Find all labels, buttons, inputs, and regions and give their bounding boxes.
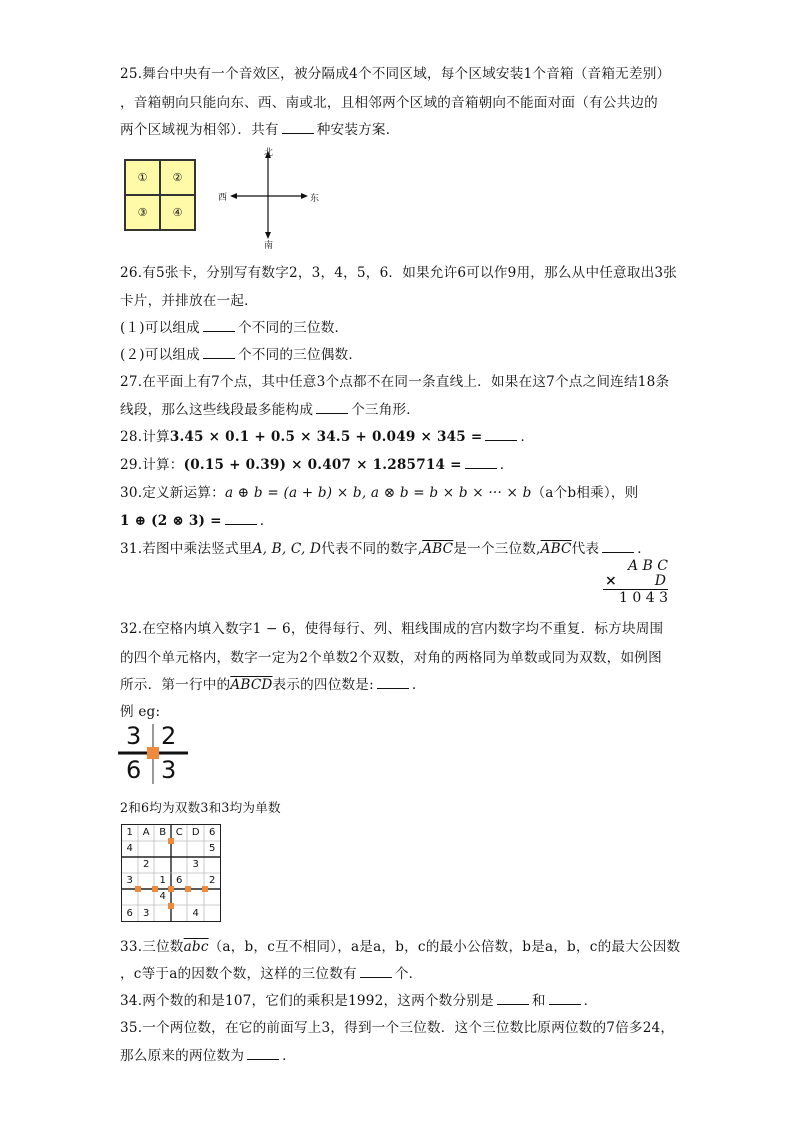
q34-suffix: ． xyxy=(583,993,598,1009)
mult-top-row: A B C xyxy=(627,558,668,574)
sudoku-cell[interactable] xyxy=(204,889,220,905)
q26-sub2 xyxy=(120,343,362,363)
q26-sub1-b: 个不同的三位数． xyxy=(237,320,349,336)
q29-expression: (0.15 + 0.39) × 0.407 × 1.285714 = xyxy=(183,457,462,473)
sudoku-cell[interactable] xyxy=(171,905,187,921)
sudoku-cell: 4 xyxy=(192,907,199,919)
sudoku-cell[interactable] xyxy=(204,857,220,873)
example-digit-tr: 2 xyxy=(161,722,177,750)
q30-line2 xyxy=(120,509,273,529)
sudoku-cell: 3 xyxy=(126,875,133,887)
example-digit-tl: 3 xyxy=(126,722,142,750)
sudoku-cell[interactable] xyxy=(155,841,171,857)
q27-text-a: 线段，那么这些线段最多能构成 xyxy=(120,402,314,418)
q33-text-a: 33.三位数 xyxy=(120,939,184,955)
q30-text-a: 30.定义新运算： xyxy=(120,485,225,501)
q35-text-b: ． xyxy=(282,1048,296,1064)
q26-answer1-blank[interactable] xyxy=(203,319,235,332)
q32-abcd-overline: ABCD xyxy=(230,677,273,693)
sudoku-cell: A xyxy=(142,827,150,839)
q31-prefix: 31.若图中乘法竖式里 xyxy=(120,541,253,557)
q27-answer-blank[interactable] xyxy=(316,401,348,414)
q32-note: 2和6均为双数3和3均为单数 xyxy=(120,800,281,815)
q33-text-b: （a，b，c互不相同），a是a，b，c的最小公倍数，b是a，b，c的最大公因数 xyxy=(208,939,681,955)
q29-line xyxy=(120,453,513,473)
sudoku-cell: 6 xyxy=(126,907,133,919)
q25-text-b: 种安装方案． xyxy=(316,122,400,138)
sudoku-cell: B xyxy=(159,827,167,839)
q26-line1: 26.有5张卡，分别写有数字2，3，4，5，6．如果允许6可以作9用，那么从中任意取出3张 xyxy=(120,265,678,281)
mult-second-row xyxy=(603,574,668,589)
q30-answer-blank[interactable] xyxy=(225,512,257,525)
q28-prefix: 28.计算 xyxy=(120,429,170,445)
q32-example-label: 例 eg: xyxy=(120,704,161,720)
sudoku-cell[interactable] xyxy=(171,857,187,873)
q31-mid: 代表不同的数字, xyxy=(321,541,423,557)
sudoku-cell[interactable] xyxy=(155,857,171,873)
q33-answer-blank[interactable] xyxy=(360,965,392,978)
q30-text-c: （a个b相乘），则 xyxy=(531,485,639,501)
sudoku-cell[interactable] xyxy=(204,905,220,921)
sudoku-cell[interactable] xyxy=(188,873,204,889)
q34-text-b: 和 xyxy=(531,993,546,1009)
sudoku-cell: 2 xyxy=(209,875,216,887)
q29-answer-blank[interactable] xyxy=(465,456,497,469)
q27-line2 xyxy=(120,398,420,418)
q30-line1 xyxy=(120,481,638,501)
q26-line2: 卡片，并排放在一起． xyxy=(120,293,258,309)
sudoku-cell[interactable] xyxy=(138,873,154,889)
sudoku-cell[interactable] xyxy=(138,889,154,905)
compass-east: 东 xyxy=(310,194,320,204)
q27-text-b: 个三角形． xyxy=(351,402,421,418)
mult-result: 1 0 4 3 xyxy=(603,589,668,606)
compass-diagram xyxy=(210,145,330,250)
q33-line1 xyxy=(120,935,680,955)
sudoku-cell: 3 xyxy=(143,907,150,919)
q29-suffix: ． xyxy=(499,457,514,473)
example-diagram xyxy=(118,724,188,784)
q34-answer1-blank[interactable] xyxy=(497,992,529,1005)
q32-answer-blank[interactable] xyxy=(377,676,409,689)
q31-answer-blank[interactable] xyxy=(602,540,634,553)
q32-line2: 的四个单元格内，数字一定为2个单数2个双数，对角的两格同为单数或同为双数，如例图 xyxy=(120,650,662,666)
q25-line1: 25.舞台中央有一个音效区，被分隔成4个不同区域，每个区域安装1个音箱（音箱无差别） xyxy=(120,66,671,82)
q32-text-b: 表示的四位数是: xyxy=(272,677,374,693)
sudoku-cell[interactable] xyxy=(155,905,171,921)
q31-suffix: ． xyxy=(637,541,652,557)
q25-answer-blank[interactable] xyxy=(282,121,314,134)
q28-answer-blank[interactable] xyxy=(485,428,517,441)
q28-expression: 3.45 × 0.1 + 0.5 × 34.5 + 0.049 × 345 = xyxy=(169,429,483,445)
q30-definition: a ⊕ b = (a + b) × b, a ⊗ b = b × b × ··· × b xyxy=(224,485,532,501)
q31-letters: A, B, C, D xyxy=(252,541,322,557)
q26-sub1 xyxy=(120,316,348,336)
q26-sub2-b: 个不同的三位偶数． xyxy=(237,347,363,363)
q31-abc-overline: $\overline{ABC}$ xyxy=(422,541,454,557)
sudoku-cell: 1 xyxy=(126,827,133,839)
compass-west: 西 xyxy=(218,193,228,203)
q30-expression: 1 ⊕ (2 ⊗ 3) = xyxy=(120,513,222,529)
sound-area-grid xyxy=(124,159,196,231)
sudoku-cell[interactable] xyxy=(138,841,154,857)
mult-d: D xyxy=(654,573,666,589)
q29-prefix: 29.计算： xyxy=(120,457,184,473)
q31-end: 代表 xyxy=(571,541,600,557)
compass-north: 北 xyxy=(264,148,274,158)
q32-line1: 32.在空格内填入数字1 − 6，使得每行、列、粗线围成的宫内数字均不重复．标方块周围 xyxy=(120,621,664,637)
q33-text-c: ，c等于a的因数个数，这样的三位数有 xyxy=(120,966,357,982)
q26-sub1-a: (１)可以组成 xyxy=(120,320,200,336)
q31-line xyxy=(120,537,651,557)
grid-cell-3: ③ xyxy=(125,195,160,230)
sudoku-cell: 6 xyxy=(176,875,183,887)
grid-cell-4: ④ xyxy=(160,195,195,230)
q33-text-d: 个． xyxy=(394,966,423,982)
sudoku-cell: 1 xyxy=(159,875,166,887)
q25-text-a: 两个区域视为相邻）．共有 xyxy=(120,122,279,138)
sudoku-cell[interactable] xyxy=(188,841,204,857)
grid-cell-1: ① xyxy=(125,160,160,195)
q25-line3 xyxy=(120,118,400,138)
times-sign: × xyxy=(605,573,617,589)
q34-answer2-blank[interactable] xyxy=(549,992,581,1005)
q26-sub2-a: (２)可以组成 xyxy=(120,347,200,363)
q32-line3 xyxy=(120,673,416,693)
sudoku-cell[interactable] xyxy=(188,889,204,905)
q28-line xyxy=(120,425,534,445)
q26-answer2-blank[interactable] xyxy=(203,346,235,359)
q34-line xyxy=(120,989,597,1009)
q27-line1: 27.在平面上有7个点，其中任意3个点都不在同一条直线上．如果在这7个点之间连结18条 xyxy=(120,374,670,390)
q35-answer-blank[interactable] xyxy=(247,1047,279,1060)
sudoku-cell[interactable] xyxy=(171,889,187,905)
q25-line2: ，音箱朝向只能向东、西、南或北，且相邻两个区域的音箱朝向不能面对面（有公共边的 xyxy=(120,95,658,111)
q32-text-a: 所示．第一行中的 xyxy=(120,677,231,693)
sudoku-cell: 3 xyxy=(192,859,199,871)
q31-mid2: 是一个三位数, xyxy=(453,541,541,557)
q31-abc-overline-2: $\overline{ABC}$ xyxy=(540,541,572,557)
sudoku-cell: 2 xyxy=(143,859,150,871)
sudoku-cell: 4 xyxy=(159,891,166,903)
q34-text-a: 34.两个数的和是107，它们的乘积是1992，这两个数分别是 xyxy=(120,993,494,1009)
sudoku-cell[interactable] xyxy=(171,841,187,857)
sudoku-cell: 6 xyxy=(209,827,216,839)
q30-suffix: ． xyxy=(259,513,274,529)
grid-cell-2: ② xyxy=(160,160,195,195)
sudoku-cell: 5 xyxy=(209,843,216,855)
example-digit-bl: 6 xyxy=(126,756,142,784)
compass-south: 南 xyxy=(264,241,274,251)
q35-line2 xyxy=(120,1044,296,1064)
sudoku-cell: C xyxy=(175,827,183,839)
q28-suffix: ． xyxy=(520,429,535,445)
sudoku-cell: 4 xyxy=(126,843,133,855)
q33-line2 xyxy=(120,962,422,982)
sudoku-cell[interactable] xyxy=(122,857,138,873)
q32-suffix: . xyxy=(411,677,417,693)
sudoku-cell[interactable] xyxy=(122,889,138,905)
sudoku-grid xyxy=(121,824,221,922)
vertical-multiplication xyxy=(603,559,668,606)
example-digit-br: 3 xyxy=(161,756,177,784)
q35-line1: 35.一个两位数，在它的前面写上3，得到一个三位数．这个三位数比原两位数的7倍多24， xyxy=(120,1020,675,1036)
q33-abc-overline: $\overline{abc}$ xyxy=(183,939,209,955)
sudoku-cell: D xyxy=(191,827,200,839)
q35-text-a: 那么原来的两位数为 xyxy=(120,1048,245,1064)
